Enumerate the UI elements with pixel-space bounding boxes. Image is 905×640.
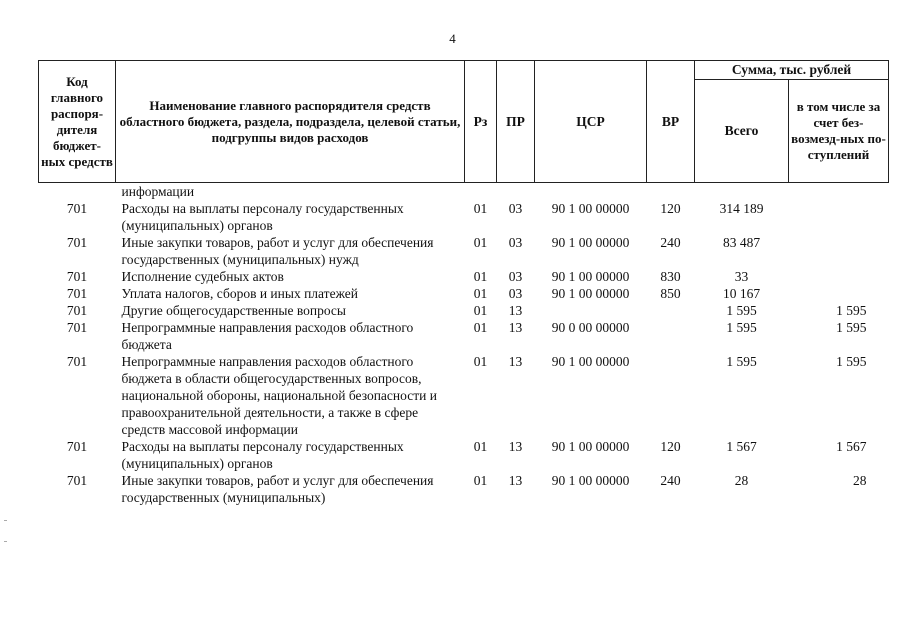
row-total: 10 167: [722, 286, 761, 301]
scan-edge-mark: [4, 541, 7, 542]
row-vr: 830: [660, 269, 681, 284]
row-name: Расходы на выплаты персоналу государственных (муниципальных) органов: [121, 201, 404, 233]
scan-edge-mark: [4, 520, 7, 521]
table-row: [39, 319, 889, 353]
row-code: 701: [66, 473, 88, 488]
row-vr: [647, 319, 695, 353]
row-pr: 03: [508, 286, 523, 301]
row-pr: 13: [508, 320, 523, 335]
row-pr: 03: [508, 201, 523, 216]
row-rz: 01: [473, 473, 488, 488]
table-header: [39, 61, 889, 183]
header-name: Наименование главного распорядителя средств областного бюджета, раздела, подраздела, целевой статьи, подгруппы видов расходов: [116, 61, 465, 183]
row-vr: 240: [660, 473, 681, 488]
row-code: 701: [66, 303, 88, 318]
row-csr: 90 1 00 00000: [551, 473, 630, 488]
row-code: 701: [66, 269, 88, 284]
row-name: Непрограммные направления расходов областного бюджета: [121, 320, 414, 352]
row-free: 1 567: [836, 439, 867, 454]
row-csr: 90 1 00 00000: [551, 235, 630, 250]
row-csr: 90 1 00 00000: [551, 201, 630, 216]
budget-table: [38, 60, 889, 506]
row-total: 1 567: [726, 439, 757, 454]
row-name: Другие общегосударственные вопросы: [121, 303, 346, 318]
row-free: [789, 268, 889, 285]
row-rz: [465, 183, 497, 201]
row-rz: 01: [473, 354, 488, 369]
table-body: [39, 183, 889, 507]
row-code: 701: [66, 235, 88, 250]
row-total: 83 487: [722, 235, 761, 250]
header-total: Всего: [695, 80, 789, 183]
row-csr: 90 1 00 00000: [551, 439, 630, 454]
row-vr: 120: [660, 439, 681, 454]
row-csr: 90 1 00 00000: [551, 286, 630, 301]
header-csr: ЦСР: [535, 61, 647, 183]
table-row: [39, 285, 889, 302]
row-code: 701: [66, 320, 88, 335]
row-name: Иные закупки товаров, работ и услуг для обеспечения государственных (муниципальных): [121, 473, 434, 505]
row-free: [789, 200, 889, 234]
header-sum-group: Сумма, тыс. рублей: [695, 61, 889, 80]
row-csr: [535, 302, 647, 319]
row-rz: 01: [473, 303, 488, 318]
table-row: [39, 438, 889, 472]
row-total: 1 595: [726, 320, 757, 335]
page-number: 4: [449, 31, 456, 46]
row-pr: 13: [508, 473, 523, 488]
row-code: 701: [66, 354, 88, 369]
row-vr: [647, 183, 695, 201]
row-vr: 120: [660, 201, 681, 216]
row-vr: [647, 302, 695, 319]
row-code: 701: [66, 439, 88, 454]
table-row: [39, 353, 889, 438]
table-row: [39, 268, 889, 285]
row-total: 314 189: [719, 201, 764, 216]
row-pr: 13: [508, 354, 523, 369]
row-rz: 01: [473, 269, 488, 284]
row-total: 1 595: [726, 354, 757, 369]
table-row: [39, 183, 889, 201]
header-vr: ВР: [647, 61, 695, 183]
row-free: [789, 183, 889, 201]
row-code: 701: [66, 201, 88, 216]
row-pr: 13: [508, 303, 523, 318]
row-pr: [497, 183, 535, 201]
row-free: 1 595: [836, 320, 867, 335]
row-free: [789, 234, 889, 268]
row-total: 1 595: [726, 303, 757, 318]
row-total: 28: [734, 473, 749, 488]
header-pr: ПР: [497, 61, 535, 183]
row-csr: 90 0 00 00000: [551, 320, 630, 335]
row-free: 1 595: [836, 303, 867, 318]
header-rz: Рз: [465, 61, 497, 183]
header-free: в том числе за счет без-возмезд-ных по-ступлений: [789, 80, 889, 183]
row-rz: 01: [473, 439, 488, 454]
row-code: [39, 183, 116, 201]
table-row: [39, 200, 889, 234]
row-rz: 01: [473, 286, 488, 301]
row-name: Непрограммные направления расходов областного бюджета в области общегосударственных вопросов, национальной обороны, национальной безопасности и правоохранительной деятельности, а также в сфере средств массовой информации: [121, 354, 437, 437]
row-code: 701: [66, 286, 88, 301]
row-name: Иные закупки товаров, работ и услуг для обеспечения государственных (муниципальных) нужд: [121, 235, 434, 267]
row-total: 33: [734, 269, 749, 284]
row-csr: 90 1 00 00000: [551, 354, 630, 369]
row-rz: 01: [473, 235, 488, 250]
row-free: 1 595: [836, 354, 867, 369]
row-rz: 01: [473, 320, 488, 335]
table-row: [39, 302, 889, 319]
row-csr: 90 1 00 00000: [551, 269, 630, 284]
table-row: [39, 472, 889, 506]
row-name: Исполнение судебных актов: [121, 269, 284, 284]
row-pr: 03: [508, 269, 523, 284]
row-name: Расходы на выплаты персоналу государственных (муниципальных) органов: [121, 439, 404, 471]
row-vr: 240: [660, 235, 681, 250]
row-name: информации: [121, 184, 195, 199]
row-name: Уплата налогов, сборов и иных платежей: [121, 286, 358, 301]
row-free: 28: [853, 473, 867, 488]
row-pr: 03: [508, 235, 523, 250]
row-rz: 01: [473, 201, 488, 216]
row-pr: 13: [508, 439, 523, 454]
row-csr: [535, 183, 647, 201]
row-vr: 850: [660, 286, 681, 301]
row-vr: [647, 353, 695, 438]
row-total: [695, 183, 789, 201]
header-code: Код главного распоря-дителя бюджет-ных средств: [39, 61, 116, 183]
row-free: [789, 285, 889, 302]
table-row: [39, 234, 889, 268]
